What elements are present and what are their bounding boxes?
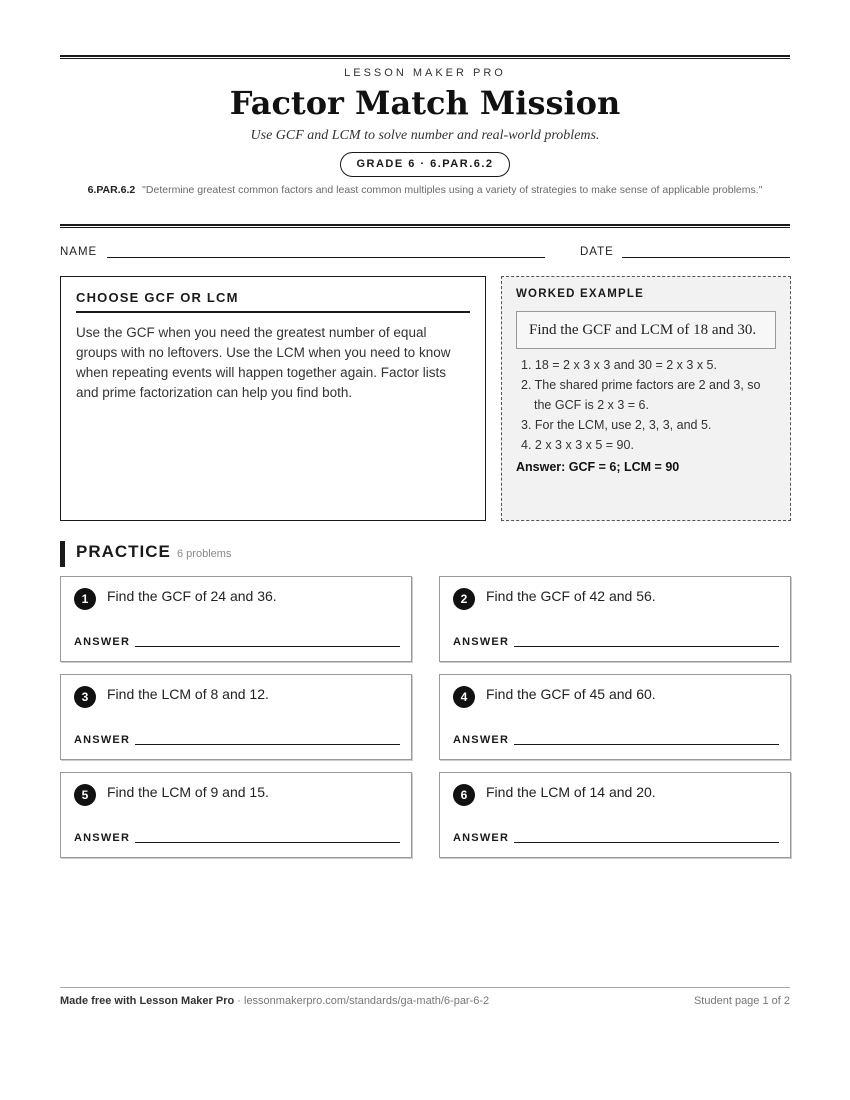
answer-label: ANSWER xyxy=(453,832,510,844)
worksheet-page xyxy=(60,0,790,1100)
date-field[interactable] xyxy=(622,257,790,258)
page-title: Factor Match Mission xyxy=(229,84,621,122)
answer-field[interactable] xyxy=(514,842,779,843)
practice-problem xyxy=(439,674,791,760)
standard-text: "Determine greatest common factors and least common multiples using a variety of strategies to make sense of applicable problems." xyxy=(142,184,763,196)
choose-body: Use the GCF when you need the greatest number of equal groups with no leftovers. Use the LCM when you need to know when repeating events will happen together again. Factor lists and prime factorization can help you find both. xyxy=(76,325,451,400)
answer-field[interactable] xyxy=(514,744,779,745)
choose-title: CHOOSE GCF OR LCM xyxy=(76,290,470,313)
answer-label: ANSWER xyxy=(453,636,510,648)
brand-name: LESSON MAKER PRO xyxy=(344,67,506,79)
problem-number-badge: 2 xyxy=(453,588,475,610)
worked-example-step: 3. For the LCM, use 2, 3, 3, and 5. xyxy=(521,418,712,432)
practice-problem xyxy=(439,576,791,662)
standard-code: 6.PAR.6.2 xyxy=(87,184,136,196)
problem-number-badge: 3 xyxy=(74,686,96,708)
worked-example-step: 2. The shared prime factors are 2 and 3, so the GCF is 2 x 3 = 6. xyxy=(521,378,761,412)
footer-rule xyxy=(60,987,790,988)
answer-field[interactable] xyxy=(135,744,400,745)
name-field[interactable] xyxy=(107,257,545,258)
problem-text: Find the LCM of 9 and 15. xyxy=(107,784,269,800)
answer-field[interactable] xyxy=(514,646,779,647)
answer-label: ANSWER xyxy=(74,636,131,648)
answer-field[interactable] xyxy=(135,842,400,843)
worked-example-step: 1. 18 = 2 x 3 x 3 and 30 = 2 x 3 x 5. xyxy=(521,358,717,372)
footer-made-with: Made free with Lesson Maker Pro xyxy=(60,995,235,1007)
worked-example-answer: Answer: GCF = 6; LCM = 90 xyxy=(516,460,680,474)
grade-badge: GRADE 6 · 6.PAR.6.2 xyxy=(340,152,510,177)
answer-label: ANSWER xyxy=(74,832,131,844)
problem-number-badge: 5 xyxy=(74,784,96,806)
practice-problem xyxy=(60,674,412,760)
practice-accent-bar xyxy=(60,541,65,567)
practice-count: 6 problems xyxy=(177,548,232,560)
answer-label: ANSWER xyxy=(453,734,510,746)
header-bottom-rule xyxy=(60,224,790,228)
answer-label: ANSWER xyxy=(74,734,131,746)
practice-title: PRACTICE xyxy=(76,542,171,561)
footer-credit xyxy=(60,995,489,1007)
problem-number-badge: 4 xyxy=(453,686,475,708)
top-rule xyxy=(60,55,790,59)
worked-example-steps xyxy=(516,355,776,455)
date-label: DATE xyxy=(580,246,614,258)
problem-text: Find the LCM of 8 and 12. xyxy=(107,686,269,702)
answer-field[interactable] xyxy=(135,646,400,647)
problem-text: Find the GCF of 45 and 60. xyxy=(486,686,656,702)
practice-problem xyxy=(60,772,412,858)
name-label: NAME xyxy=(60,246,98,258)
worked-example-problem: Find the GCF and LCM of 18 and 30. xyxy=(516,311,776,349)
problem-text: Find the GCF of 42 and 56. xyxy=(486,588,656,604)
page-subtitle: Use GCF and LCM to solve number and real-world problems. xyxy=(250,128,600,143)
problem-number-badge: 1 xyxy=(74,588,96,610)
footer-url[interactable]: · lessonmakerpro.com/standards/ga-math/6-par-6-2 xyxy=(234,995,490,1007)
problem-number-badge: 6 xyxy=(453,784,475,806)
worked-example-step: 4. 2 x 3 x 3 x 5 = 90. xyxy=(521,438,634,452)
practice-problem xyxy=(60,576,412,662)
worked-example-title: WORKED EXAMPLE xyxy=(516,288,644,300)
problem-text: Find the LCM of 14 and 20. xyxy=(486,784,656,800)
worked-example-box xyxy=(501,276,791,521)
footer-page-number: Student page 1 of 2 xyxy=(693,995,790,1007)
choose-gcf-lcm-box xyxy=(60,276,486,521)
standard-description xyxy=(80,182,770,198)
problem-text: Find the GCF of 24 and 36. xyxy=(107,588,277,604)
practice-problem xyxy=(439,772,791,858)
